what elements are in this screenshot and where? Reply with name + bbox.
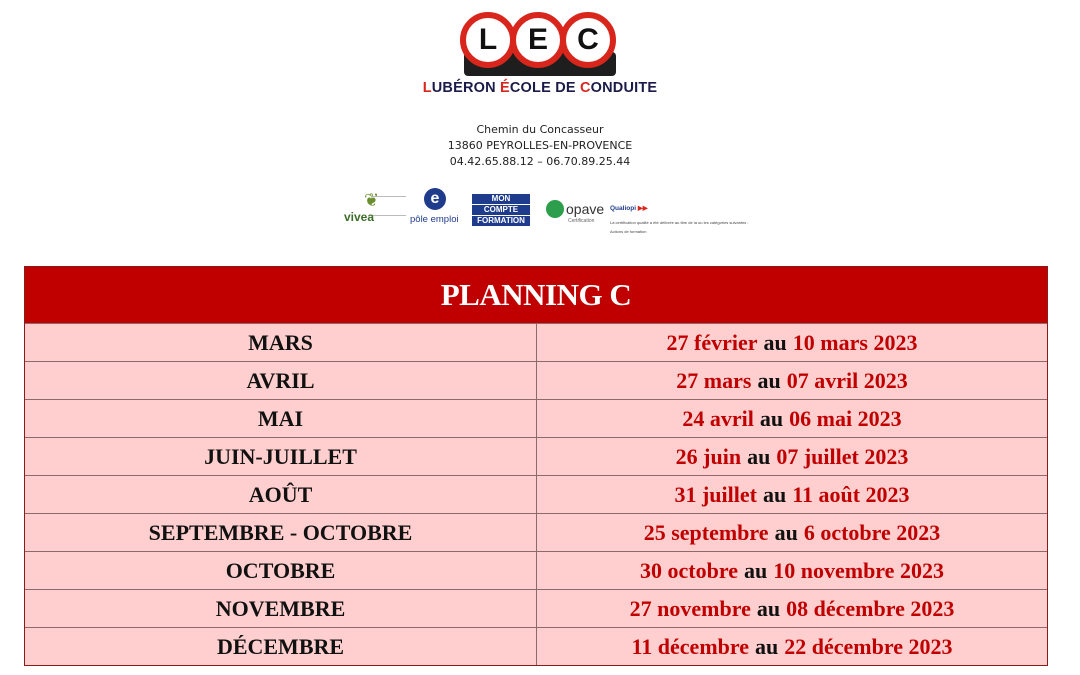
table-row [25,589,1047,627]
pole-emploi-label: pôle emploi [410,214,459,225]
table-row [25,323,1047,361]
logo-letter-l: L [460,12,516,68]
date-connector: au [759,405,784,431]
school-name-part: COLE DE [509,80,580,96]
end-date: 07 juillet 2023 [776,443,909,469]
school-name-initial: L [422,80,432,96]
opave-label: opave [566,201,605,217]
start-date: 27 mars [676,367,752,393]
mcf-line-2: COMPTE [472,205,530,215]
dates-cell [537,628,1047,665]
vivea-tagline [372,196,406,216]
dates-cell [537,514,1047,551]
month-cell: DÉCEMBRE [25,628,537,665]
start-date: 25 septembre [643,519,769,545]
header [0,8,1080,170]
opave-sub: Certification [568,218,595,224]
lec-logo [460,8,620,78]
school-name-initial: É [500,80,510,96]
end-date: 10 novembre 2023 [773,557,944,583]
address-street: Chemin du Concasseur [476,123,604,136]
end-date: 07 avril 2023 [786,367,908,393]
start-date: 27 novembre [629,595,751,621]
table-row [25,513,1047,551]
qualiopi-cert-text: La certification qualité a été délivrée au titre de la ou les catégories suivantes : [610,220,749,225]
end-date: 06 mai 2023 [789,405,902,431]
school-name-initial: C [579,80,591,96]
end-date: 6 octobre 2023 [803,519,941,545]
date-connector: au [756,595,781,621]
dates-cell [537,362,1047,399]
date-connector: au [744,557,768,583]
address-phones: 04.42.65.88.12 – 06.70.89.25.44 [449,155,631,168]
chevron-right-icon: ▶▶ [637,205,648,212]
month-cell: MARS [25,324,537,361]
month-cell: JUIN-JUILLET [25,438,537,475]
start-date: 27 février [666,329,758,355]
leaf-icon: ❦ [364,190,380,210]
mcf-line-1: MON [472,194,530,204]
qualiopi-actions-text: Actions de formation [610,229,647,234]
date-connector: au [747,443,771,469]
logo-letter-e: E [510,12,566,68]
mon-compte-formation-logo [472,194,530,226]
logo-letter-c: C [560,12,616,68]
partner-logos [344,188,784,238]
dates-cell [537,324,1047,361]
address-block [448,122,632,170]
end-date: 08 décembre 2023 [786,595,955,621]
date-connector: au [762,481,787,507]
qualiopi-brand [610,204,780,212]
date-connector: au [755,633,779,659]
opave-logo [544,188,608,228]
month-cell: AOÛT [25,476,537,513]
table-row [25,551,1047,589]
table-row [25,437,1047,475]
planning-title: PLANNING C [25,267,1047,323]
planning-rows [25,323,1047,665]
table-row [25,361,1047,399]
school-name [423,80,658,96]
pole-emploi-logo [410,188,462,230]
start-date: 24 avril [682,405,754,431]
start-date: 11 décembre [631,633,750,659]
table-row [25,627,1047,665]
opave-icon [546,200,564,218]
start-date: 26 juin [675,443,742,469]
planning-table [24,266,1048,666]
date-connector: au [774,519,798,545]
end-date: 22 décembre 2023 [784,633,953,659]
table-row [25,399,1047,437]
qualiopi-label: Qualiopi [610,205,636,212]
month-cell: AVRIL [25,362,537,399]
table-row [25,475,1047,513]
date-connector: au [757,367,781,393]
mcf-line-3: FORMATION [472,216,530,226]
end-date: 10 mars 2023 [792,329,918,355]
pole-emploi-icon: e [424,188,446,210]
end-date: 11 août 2023 [792,481,910,507]
dates-cell [537,400,1047,437]
dates-cell [537,438,1047,475]
qualiopi-logo [610,204,780,234]
month-cell: OCTOBRE [25,552,537,589]
dates-cell [537,476,1047,513]
month-cell: NOVEMBRE [25,590,537,627]
month-cell: SEPTEMBRE - OCTOBRE [25,514,537,551]
vivea-label: vivea [344,210,375,224]
school-name-part: UBÉRON [431,80,501,96]
dates-cell [537,590,1047,627]
address-city: 13860 PEYROLLES-EN-PROVENCE [447,139,633,152]
school-name-part: ONDUITE [590,80,658,96]
month-cell: MAI [25,400,537,437]
vivea-logo [344,190,406,230]
start-date: 30 octobre [640,557,738,583]
dates-cell [537,552,1047,589]
start-date: 31 juillet [674,481,757,507]
date-connector: au [763,329,787,355]
